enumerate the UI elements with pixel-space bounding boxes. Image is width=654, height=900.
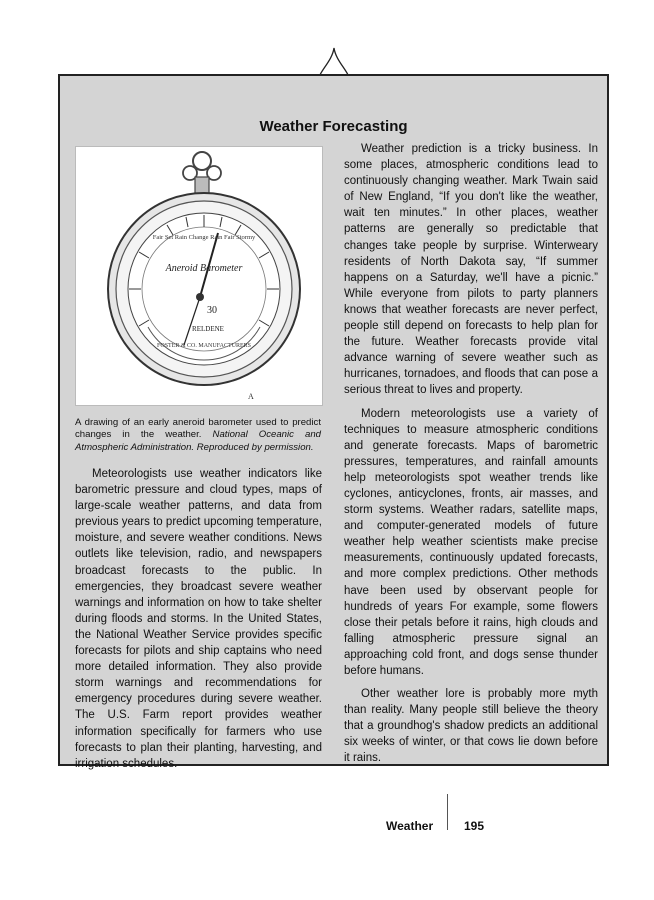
footer-section: Weather [386, 819, 434, 833]
paragraph: Modern meteorologists use a variety of techniques to measure atmospheric conditions and generate forecasts. Maps of barometric pressures, temperatures, and rainfall amounts help meteorologists spot weather trends like cyclones, anticyclones, fronts, air masses, and storm systems. Weather radars, satellite maps, and computer-generated models of future weather help weather scientists make precise measurements, continuously updated forecasts, and more complex predictions. Other methods have been used by observant people for hundreds of years For example, some flowers close their petals before it rains, high clouds and falling atmospheric pressure signal an approaching cold front, and dogs sense thunder before humans. [344, 407, 598, 677]
dial-maker-text: FOSTER & CO. MANUFACTURERS [157, 343, 251, 349]
page-number: 195 [464, 819, 485, 833]
caption-credit: National Oceanic and Atmospheric Administration. Reproduced by permission. [75, 429, 321, 453]
dial-top-text: Fair Set Rain Change Rain Fair Stormy [152, 234, 256, 241]
barometer-drawing [76, 147, 322, 405]
paragraph: Other weather lore is probably more myth than reality. Many people still believe the theory that a groundhog's shadow predicts an additional six weeks of winter, or that cows lie down before it rains. [344, 688, 598, 765]
caption-text: A drawing of an early aneroid barometer used to predict changes in the weather. [75, 417, 321, 441]
dial-bottom-text: RELDENE [192, 325, 224, 333]
sidebar-box [58, 74, 609, 770]
right-column [344, 141, 598, 774]
paragraph: Meteorologists use weather indicators like barometric pressure and cloud types, maps of large-scale weather patterns, and data from previous years to predict upcoming temperature, moisture, and severe weather conditions. News outlets like television, radio, and newspapers broadcast forecasts to the public. In emergencies, they broadcast severe weather warnings and information on how to take shelter during floods and storms. In the United States, the National Weather Service provides specific forecasts for pilots and ship captains who need more detailed information. They also provide storm warnings and recommendations for emergency procedures during severe weather. The U.S. Farm report provides weather information specifically for farmers who use forecasts to plan their planting, harvesting, and irrigation schedules. [75, 468, 322, 770]
article-title: Weather Forecasting [259, 118, 408, 135]
paragraph: Weather prediction is a tricky business. In some places, atmospheric conditions lead to continuously changing weather. Mark Twain said of New England, “If you don't like the weather, wait ten minutes.” In other places, weather patterns are generally so predictable that changes take people by surprise. Winterweary residents of North Dakota say, “If summer happens on a Saturday, we'll have a picnic.” While everyone from pilots to party planners knows that weather forecasts are never perfect, people still depend on forecasts to help plan for the future. Weather forecasts provide vital advance warning of severe weather such as hurricanes, tornadoes, and floods that can pose a serious threat to lives and property. [344, 143, 598, 397]
figure-caption [75, 417, 321, 454]
dial-center-text: Aneroid Barometer [165, 263, 243, 274]
barometer-illustration [75, 146, 323, 406]
figure-mark: A [248, 392, 254, 401]
footer-divider [447, 794, 448, 830]
left-column [75, 466, 322, 779]
dial-center-number: 30 [207, 305, 217, 316]
